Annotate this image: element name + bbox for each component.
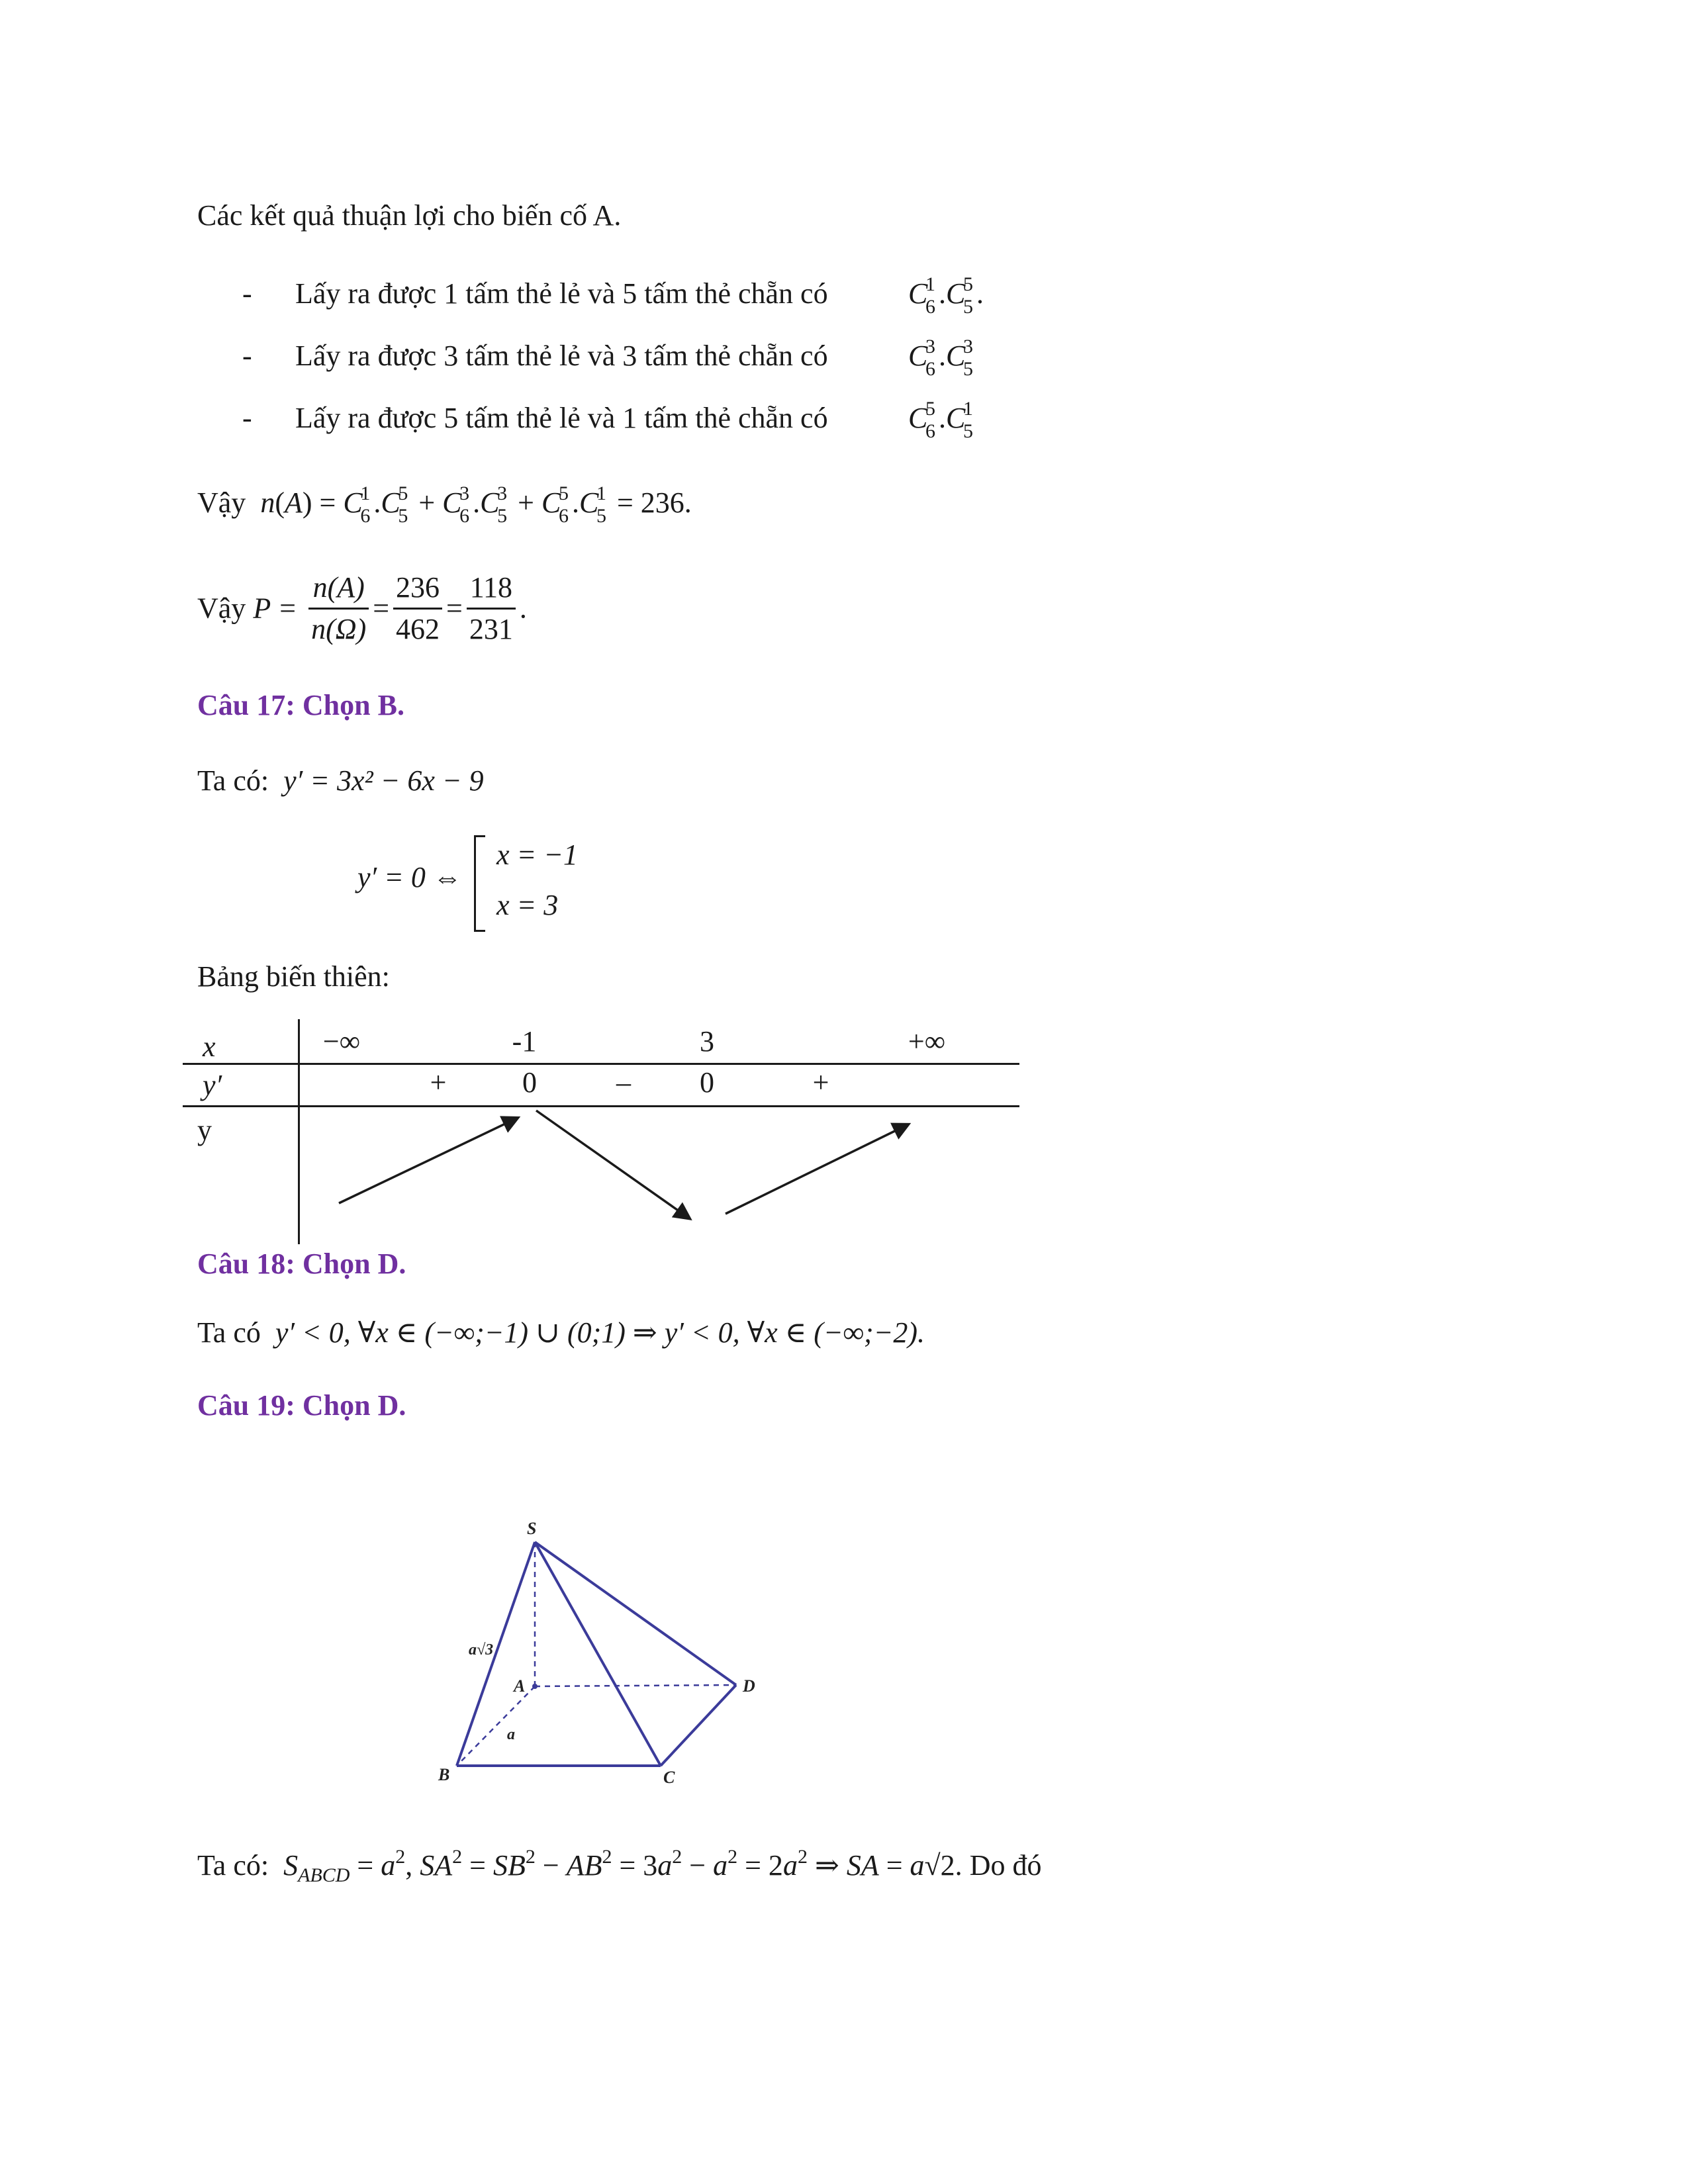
bullet-formula: C 3 6 .C 3 5 — [908, 336, 973, 380]
row-label-yprime: y′ — [203, 1069, 222, 1101]
vertex-D: D — [743, 1676, 755, 1696]
yprime-sign: – — [616, 1066, 631, 1099]
x-value: 3 — [700, 1025, 714, 1058]
q17-equation: y′ = 0 ⇔ — [357, 861, 462, 893]
edge-label-sb: a√3 — [469, 1641, 494, 1659]
x-value: +∞ — [908, 1025, 946, 1058]
variation-table-title: Bảng biến thiên: — [197, 960, 390, 993]
vertex-A: A — [514, 1676, 526, 1696]
nA-equation: Vậy n(A) = C 1 6 .C 5 5 + C 3 6 .C 3 5 + C 5 6 .C 1 5 = 236. — [197, 482, 692, 527]
yprime-sign: + — [812, 1066, 829, 1099]
vay-label: Vậy — [197, 486, 246, 519]
fraction-118-231: $\frac{118}{231}$ — [467, 568, 516, 649]
bullet-dash: - — [242, 340, 252, 372]
bullet-dash: - — [242, 277, 252, 310]
q18-statement: Ta có y′ < 0, ∀x ∈ (−∞;−1) ∪ (0;1) ⇒ y′ < 0, ∀x ∈ (−∞;−2). — [197, 1316, 925, 1349]
bullet-text: Lấy ra được 5 tấm thẻ lẻ và 1 tấm thẻ chẵn có — [295, 402, 828, 434]
vertex-B: B — [438, 1765, 450, 1784]
nA-result: = 236. — [616, 486, 692, 519]
bullet-formula: C 1 6 .C 5 5 . — [908, 273, 984, 318]
edge-label-ab: a — [507, 1726, 515, 1743]
question-19-heading: Câu 19: Chọn D. — [197, 1389, 406, 1422]
yprime-zero: 0 — [522, 1066, 537, 1099]
fraction-nA-nOmega: $\frac{n(A)}{n(\Omega)}$ — [308, 568, 369, 649]
probability-equation: Vậy P = $\frac{n(A)}{n(\Omega)}$ = $\frac{236}{462}$ = $\frac{118}{231}$ . — [197, 568, 527, 649]
question-18-heading: Câu 18: Chọn D. — [197, 1248, 406, 1280]
vertex-C: C — [663, 1768, 675, 1787]
row-label-y: y — [197, 1114, 212, 1146]
root-2: x = 3 — [496, 889, 559, 921]
x-value: −∞ — [322, 1025, 361, 1058]
question-17-heading: Câu 17: Chọn B. — [197, 689, 404, 721]
q17-derivative: Ta có: y′ = 3x² − 6x − 9 — [197, 764, 484, 797]
intro-text: Các kết quả thuận lợi cho biến cố A. — [197, 199, 622, 232]
bullet-text: Lấy ra được 3 tấm thẻ lẻ và 3 tấm thẻ chẵn có — [295, 340, 828, 372]
x-value: -1 — [512, 1025, 537, 1058]
bullet-dash: - — [242, 402, 252, 434]
bullet-text: Lấy ra được 1 tấm thẻ lẻ và 5 tấm thẻ chẵn có — [295, 277, 828, 310]
fraction-236-462: $\frac{236}{462}$ — [393, 568, 442, 649]
root-1: x = −1 — [496, 839, 578, 871]
vertex-S: S — [527, 1519, 537, 1538]
yprime-sign: + — [430, 1066, 447, 1099]
vay-label: Vậy — [197, 592, 246, 625]
p-lhs: P = — [253, 592, 298, 625]
bullet-formula: C 5 6 .C 1 5 — [908, 398, 973, 442]
q19-area-equation: Ta có: $S_{ABCD} = a^2$, $SA^2 = SB^2 - AB^2 = 3a^2 - a^2 = 2a^2$ ⇒ SA = a√2. Do đó — [197, 1846, 1042, 1886]
row-label-x: x — [203, 1030, 216, 1063]
yprime-zero: 0 — [700, 1066, 714, 1099]
